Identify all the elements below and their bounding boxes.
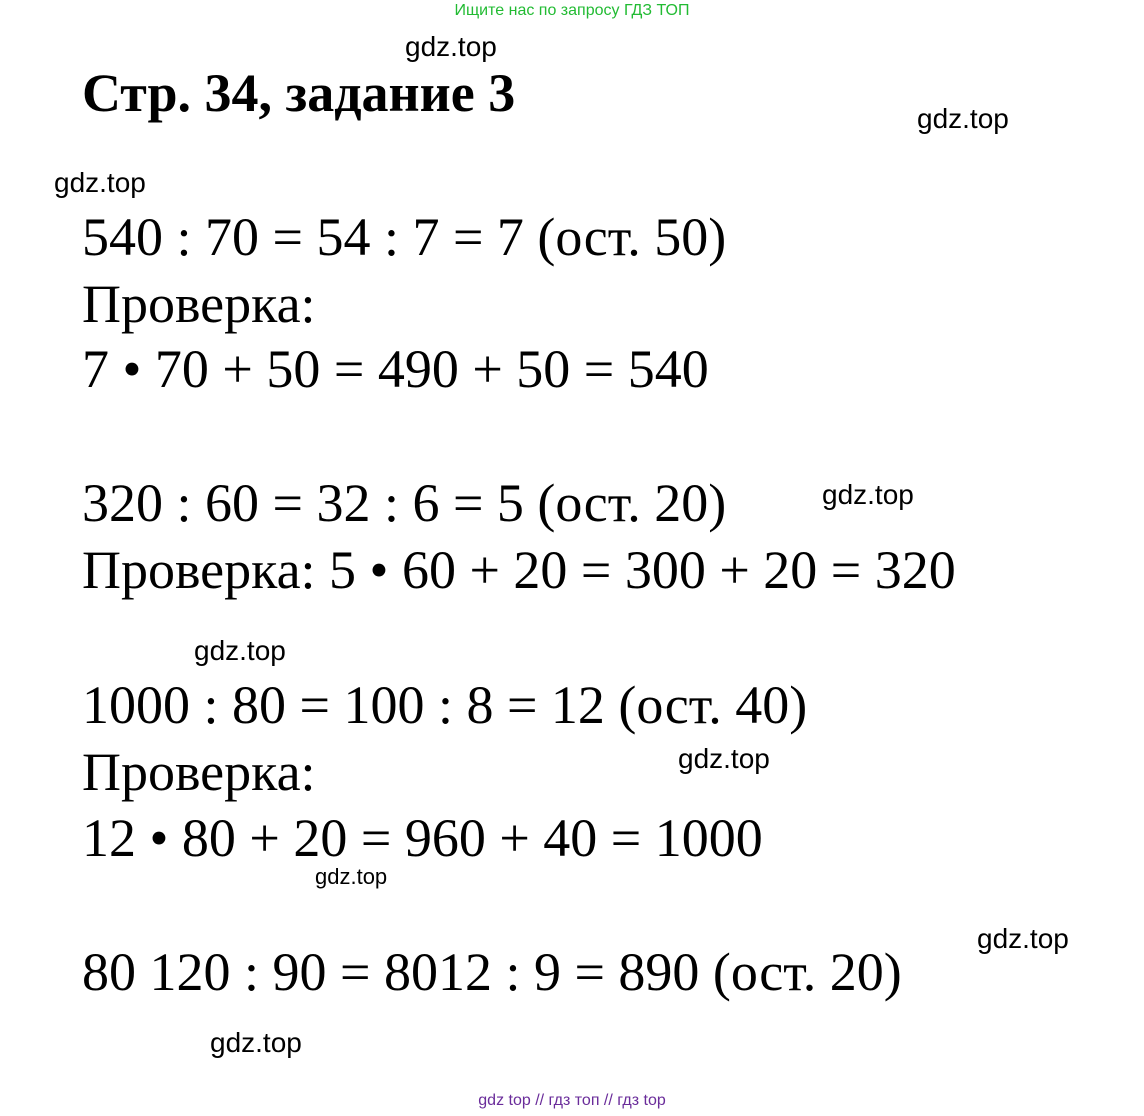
- watermark: gdz.top: [917, 103, 1009, 134]
- watermark: gdz.top: [977, 923, 1069, 954]
- solution-line-1: 540 : 70 = 54 : 7 = 7 (ост. 50): [82, 207, 727, 267]
- watermark: gdz.top: [678, 743, 770, 774]
- solution-line-9: 80 120 : 90 = 8012 : 9 = 890 (ост. 20): [82, 942, 902, 1002]
- search-banner[interactable]: Ищите нас по запросу ГДЗ ТОП: [454, 2, 690, 19]
- watermark: gdz.top: [54, 167, 146, 198]
- solution-line-6: 1000 : 80 = 100 : 8 = 12 (ост. 40): [82, 675, 808, 735]
- watermark: gdz.top: [315, 864, 388, 889]
- watermark: gdz.top: [210, 1027, 302, 1058]
- solution-line-8: 12 • 80 + 20 = 960 + 40 = 1000: [82, 808, 763, 868]
- watermark: gdz.top: [194, 635, 286, 666]
- footer-links[interactable]: gdz top // гдз топ // гдз top: [478, 1092, 666, 1109]
- watermark: gdz.top: [405, 31, 497, 62]
- solution-line-4: 320 : 60 = 32 : 6 = 5 (ост. 20): [82, 473, 727, 533]
- solution-line-2: Проверка:: [82, 274, 316, 334]
- solution-line-3: 7 • 70 + 50 = 490 + 50 = 540: [82, 339, 709, 399]
- page-title: Стр. 34, задание 3: [82, 63, 516, 123]
- solution-line-7: Проверка:: [82, 742, 316, 802]
- solution-line-5: Проверка: 5 • 60 + 20 = 300 + 20 = 320: [82, 540, 956, 600]
- watermark: gdz.top: [822, 479, 914, 510]
